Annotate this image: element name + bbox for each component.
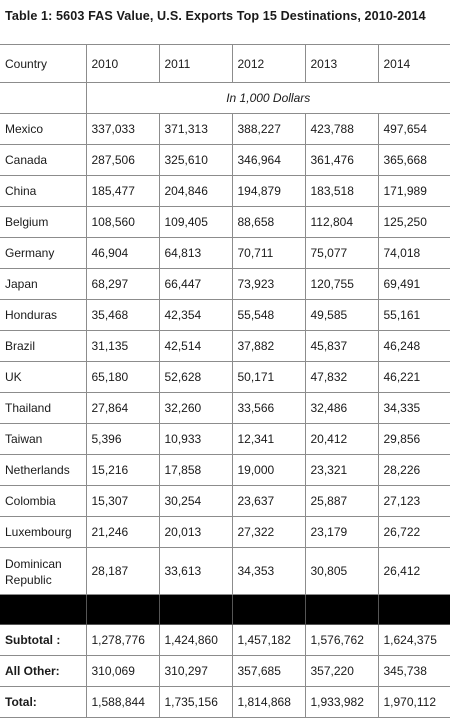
value-cell: 30,254 (159, 486, 232, 517)
header-year: 2013 (305, 45, 378, 83)
separator-cell (305, 595, 378, 625)
table-row (0, 331, 450, 362)
exports-table (0, 44, 450, 718)
total-row (0, 625, 450, 656)
value-cell: 55,548 (232, 300, 305, 331)
value-cell: 21,246 (86, 517, 159, 548)
value-cell: 35,468 (86, 300, 159, 331)
country-cell: Colombia (0, 486, 86, 517)
value-cell: 50,171 (232, 362, 305, 393)
table-row (0, 207, 450, 238)
value-cell: 12,341 (232, 424, 305, 455)
total-value-cell: 1,814,868 (232, 687, 305, 718)
total-value-cell: 1,624,375 (378, 625, 450, 656)
header-year: 2014 (378, 45, 450, 83)
value-cell: 46,221 (378, 362, 450, 393)
value-cell: 27,123 (378, 486, 450, 517)
value-cell: 33,613 (159, 548, 232, 595)
total-value-cell: 357,220 (305, 656, 378, 687)
value-cell: 171,989 (378, 176, 450, 207)
value-cell: 29,856 (378, 424, 450, 455)
value-cell: 346,964 (232, 145, 305, 176)
total-value-cell: 1,588,844 (86, 687, 159, 718)
table-row (0, 300, 450, 331)
value-cell: 28,187 (86, 548, 159, 595)
total-value-cell: 1,933,982 (305, 687, 378, 718)
header-year: 2011 (159, 45, 232, 83)
total-value-cell: 1,970,112 (378, 687, 450, 718)
separator-cell (378, 595, 450, 625)
value-cell: 32,486 (305, 393, 378, 424)
value-cell: 88,658 (232, 207, 305, 238)
value-cell: 23,637 (232, 486, 305, 517)
country-cell: Canada (0, 145, 86, 176)
value-cell: 74,018 (378, 238, 450, 269)
header-country: Country (0, 45, 86, 83)
unit-label: In 1,000 Dollars (86, 83, 450, 114)
total-value-cell: 1,424,860 (159, 625, 232, 656)
value-cell: 10,933 (159, 424, 232, 455)
value-cell: 66,447 (159, 269, 232, 300)
table-row (0, 145, 450, 176)
value-cell: 120,755 (305, 269, 378, 300)
value-cell: 365,668 (378, 145, 450, 176)
total-value-cell: 357,685 (232, 656, 305, 687)
value-cell: 49,585 (305, 300, 378, 331)
value-cell: 27,864 (86, 393, 159, 424)
header-year: 2012 (232, 45, 305, 83)
country-cell: Thailand (0, 393, 86, 424)
value-cell: 46,248 (378, 331, 450, 362)
value-cell: 325,610 (159, 145, 232, 176)
country-cell: Honduras (0, 300, 86, 331)
value-cell: 33,566 (232, 393, 305, 424)
table-row (0, 424, 450, 455)
total-value-cell: 310,297 (159, 656, 232, 687)
value-cell: 68,297 (86, 269, 159, 300)
table-row (0, 176, 450, 207)
value-cell: 15,307 (86, 486, 159, 517)
value-cell: 26,722 (378, 517, 450, 548)
table-row (0, 393, 450, 424)
value-cell: 388,227 (232, 114, 305, 145)
separator-cell (86, 595, 159, 625)
table-row (0, 269, 450, 300)
total-value-cell: 345,738 (378, 656, 450, 687)
value-cell: 31,135 (86, 331, 159, 362)
value-cell: 125,250 (378, 207, 450, 238)
table-row (0, 455, 450, 486)
value-cell: 65,180 (86, 362, 159, 393)
value-cell: 194,879 (232, 176, 305, 207)
value-cell: 42,354 (159, 300, 232, 331)
unit-row (0, 83, 450, 114)
value-cell: 52,628 (159, 362, 232, 393)
value-cell: 15,216 (86, 455, 159, 486)
header-year: 2010 (86, 45, 159, 83)
value-cell: 371,313 (159, 114, 232, 145)
total-row (0, 656, 450, 687)
value-cell: 37,882 (232, 331, 305, 362)
total-label: Total: (0, 687, 86, 718)
total-label: Subtotal : (0, 625, 86, 656)
separator-cell (232, 595, 305, 625)
value-cell: 20,412 (305, 424, 378, 455)
country-cell: China (0, 176, 86, 207)
country-cell: Luxembourg (0, 517, 86, 548)
value-cell: 42,514 (159, 331, 232, 362)
value-cell: 73,923 (232, 269, 305, 300)
value-cell: 5,396 (86, 424, 159, 455)
value-cell: 23,179 (305, 517, 378, 548)
separator-band (0, 595, 450, 625)
table-row (0, 362, 450, 393)
value-cell: 28,226 (378, 455, 450, 486)
value-cell: 19,000 (232, 455, 305, 486)
separator-cell (159, 595, 232, 625)
separator-cell (0, 595, 86, 625)
country-cell: Belgium (0, 207, 86, 238)
table-row (0, 486, 450, 517)
value-cell: 108,560 (86, 207, 159, 238)
value-cell: 32,260 (159, 393, 232, 424)
value-cell: 46,904 (86, 238, 159, 269)
value-cell: 20,013 (159, 517, 232, 548)
value-cell: 183,518 (305, 176, 378, 207)
value-cell: 423,788 (305, 114, 378, 145)
value-cell: 45,837 (305, 331, 378, 362)
value-cell: 23,321 (305, 455, 378, 486)
table-title: Table 1: 5603 FAS Value, U.S. Exports Top 15 Destinations, 2010-2014 (5, 9, 426, 23)
country-cell: Brazil (0, 331, 86, 362)
country-cell: Dominican Republic (0, 548, 86, 595)
total-value-cell: 1,735,156 (159, 687, 232, 718)
total-value-cell: 1,278,776 (86, 625, 159, 656)
unit-spacer (0, 83, 86, 114)
value-cell: 497,654 (378, 114, 450, 145)
table-row (0, 548, 450, 595)
header-row (0, 45, 450, 83)
table-row (0, 517, 450, 548)
total-value-cell: 1,457,182 (232, 625, 305, 656)
table-row (0, 238, 450, 269)
total-value-cell: 1,576,762 (305, 625, 378, 656)
value-cell: 34,335 (378, 393, 450, 424)
value-cell: 25,887 (305, 486, 378, 517)
value-cell: 204,846 (159, 176, 232, 207)
country-cell: Taiwan (0, 424, 86, 455)
total-row (0, 687, 450, 718)
value-cell: 361,476 (305, 145, 378, 176)
value-cell: 64,813 (159, 238, 232, 269)
value-cell: 109,405 (159, 207, 232, 238)
value-cell: 27,322 (232, 517, 305, 548)
table-row (0, 114, 450, 145)
value-cell: 112,804 (305, 207, 378, 238)
value-cell: 70,711 (232, 238, 305, 269)
value-cell: 185,477 (86, 176, 159, 207)
country-cell: UK (0, 362, 86, 393)
value-cell: 75,077 (305, 238, 378, 269)
country-cell: Netherlands (0, 455, 86, 486)
value-cell: 30,805 (305, 548, 378, 595)
value-cell: 26,412 (378, 548, 450, 595)
value-cell: 17,858 (159, 455, 232, 486)
total-value-cell: 310,069 (86, 656, 159, 687)
country-cell: Germany (0, 238, 86, 269)
value-cell: 69,491 (378, 269, 450, 300)
country-cell: Mexico (0, 114, 86, 145)
value-cell: 47,832 (305, 362, 378, 393)
country-cell: Japan (0, 269, 86, 300)
value-cell: 287,506 (86, 145, 159, 176)
value-cell: 34,353 (232, 548, 305, 595)
total-label: All Other: (0, 656, 86, 687)
value-cell: 337,033 (86, 114, 159, 145)
value-cell: 55,161 (378, 300, 450, 331)
